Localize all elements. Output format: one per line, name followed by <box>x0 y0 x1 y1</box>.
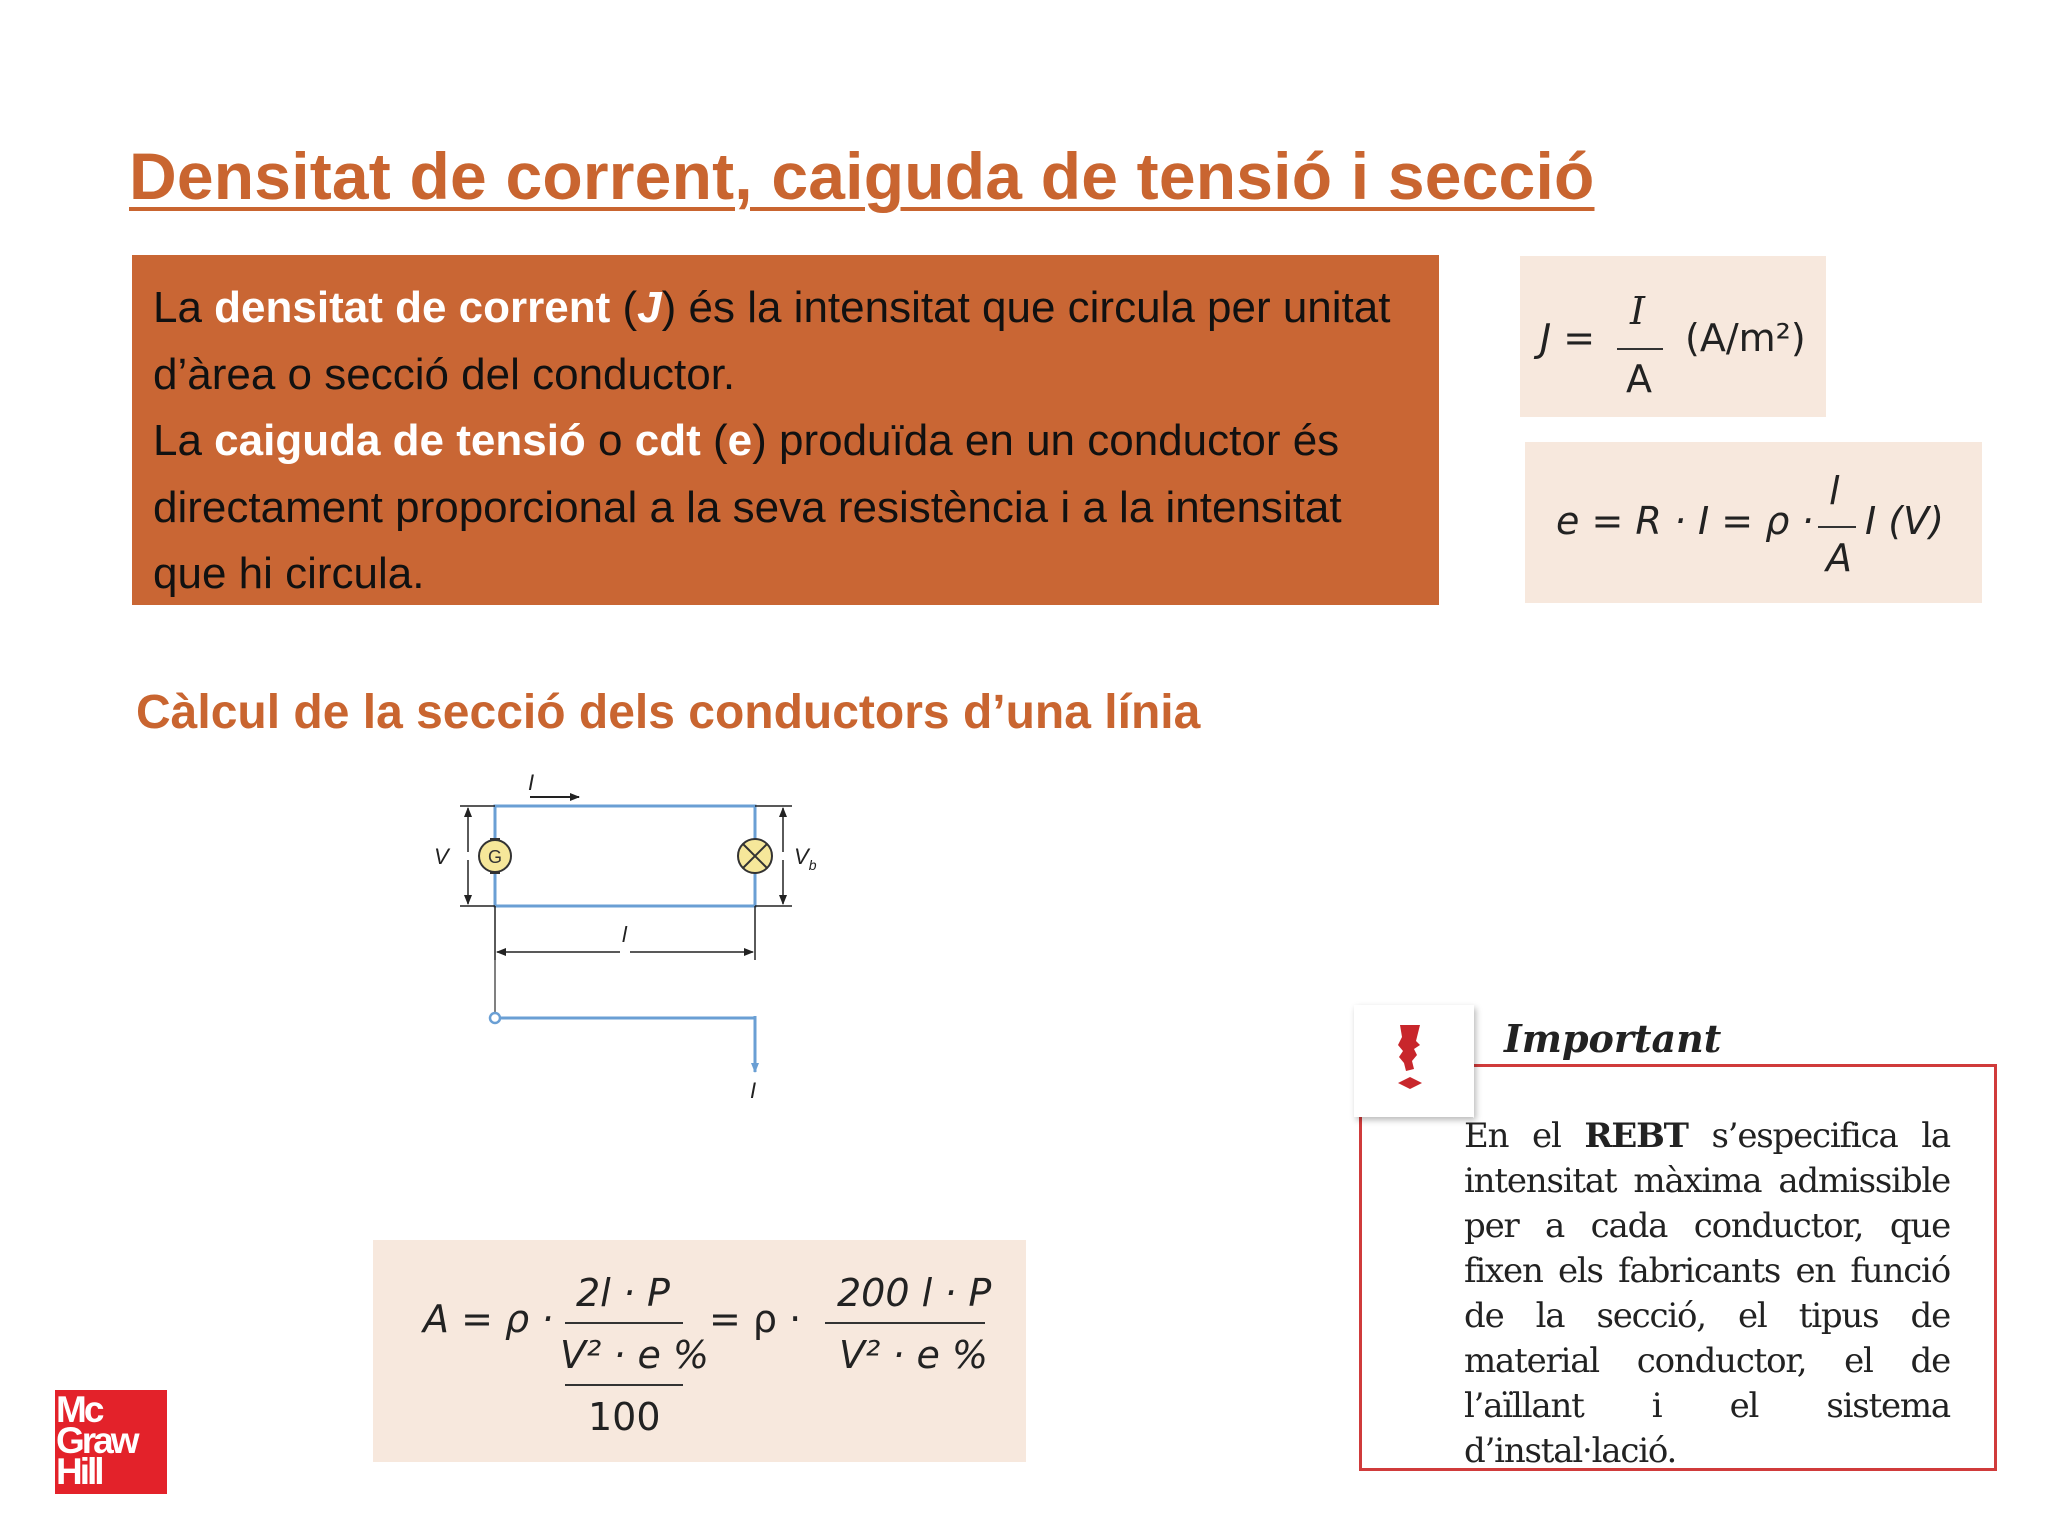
term-rebt: REBT <box>1584 1116 1688 1156</box>
text-segment: s’especifica la intensitat màxima admissible per a cada conductor, que fixen els fabricants en funció de la secció, el tipus de material conductor, el de l’aïllant i el sistema d’instal·lació. <box>1464 1116 1950 1471</box>
term-voltage-drop: caiguda de tensió <box>214 416 586 465</box>
load-voltage-subscript: b <box>808 857 817 873</box>
formula-j-unit: (A/m²) <box>1685 316 1806 360</box>
symbol-j: J <box>637 283 662 332</box>
symbol-e: e <box>727 416 753 465</box>
exclamation-icon <box>1390 1023 1430 1103</box>
formula-a-denominator-sub: 100 <box>588 1395 661 1439</box>
formula-e-numerator: l <box>1829 469 1840 513</box>
formula-e-denominator: A <box>1826 536 1852 580</box>
formula-a-mid: = ρ · <box>709 1297 802 1341</box>
formula-j-lhs: J = <box>1540 316 1596 360</box>
text-segment: La <box>153 416 215 465</box>
formula-a-denominator-1: V² · e % <box>560 1333 710 1377</box>
logo-line-1: Mc <box>56 1389 102 1430</box>
source-voltage-label: V <box>434 844 449 869</box>
text-segment: ( <box>700 416 728 465</box>
formula-e-lhs: e = R · I = ρ · <box>1556 499 1814 543</box>
important-tab-fold <box>1430 1074 1474 1118</box>
logo-line-3: Hill <box>56 1451 102 1492</box>
definition-voltage-drop <box>153 408 1415 608</box>
fraction-bar <box>1617 348 1663 350</box>
text-segment: o <box>585 416 635 465</box>
formula-current-density-box <box>1520 256 1826 417</box>
definition-current-density <box>153 275 1415 408</box>
wire-terminal <box>490 1013 500 1023</box>
fraction-bar <box>1818 526 1856 528</box>
circuit-loop <box>495 806 755 906</box>
text-segment: La <box>153 283 215 332</box>
text-segment: ) és la intensitat que circula per unitat d’àrea o secció del conductor. <box>153 283 1391 399</box>
definition-box <box>132 255 1439 605</box>
formula-voltage-drop-box <box>1525 442 1982 603</box>
current-label-top: I <box>528 770 535 795</box>
section-subtitle: Càlcul de la secció dels conductors d’una línia <box>136 686 1201 739</box>
formula-a-lhs: A = ρ · <box>423 1297 554 1341</box>
term-current-density: densitat de corrent <box>214 283 611 332</box>
text-segment: ( <box>610 283 638 332</box>
text-segment: En el <box>1464 1116 1585 1156</box>
important-title: Important <box>1504 1016 1722 1061</box>
circuit-diagram <box>420 760 940 1200</box>
logo-line-2: Graw <box>56 1420 137 1461</box>
formula-a-denominator-2: V² · e % <box>839 1333 989 1377</box>
formula-j-denominator: A <box>1626 357 1652 401</box>
formula-a-numerator-2: 200 l · P <box>837 1271 992 1315</box>
current-label-bottom: I <box>750 1078 757 1103</box>
important-text <box>1464 1114 1950 1474</box>
formula-a-numerator-1: 2l · P <box>576 1271 670 1315</box>
generator-label: G <box>488 847 503 867</box>
formula-e-tail: I (V) <box>1865 499 1944 543</box>
publisher-logo <box>55 1390 167 1494</box>
text-segment: ) produïda en un conductor és directament proporcional a la seva resistència i a la intensitat que hi circula. <box>153 416 1342 598</box>
formula-j-numerator: I <box>1630 289 1646 333</box>
formula-section-box <box>373 1240 1026 1462</box>
load-voltage-label <box>794 844 817 873</box>
fraction-bar <box>825 1322 985 1324</box>
fraction-bar <box>565 1322 683 1324</box>
term-cdt: cdt <box>634 416 701 465</box>
fraction-bar <box>565 1384 683 1386</box>
load-voltage-main: V <box>794 844 809 869</box>
length-label: l <box>622 922 627 947</box>
page-title: Densitat de corrent, caiguda de tensió i secció <box>129 139 1595 213</box>
